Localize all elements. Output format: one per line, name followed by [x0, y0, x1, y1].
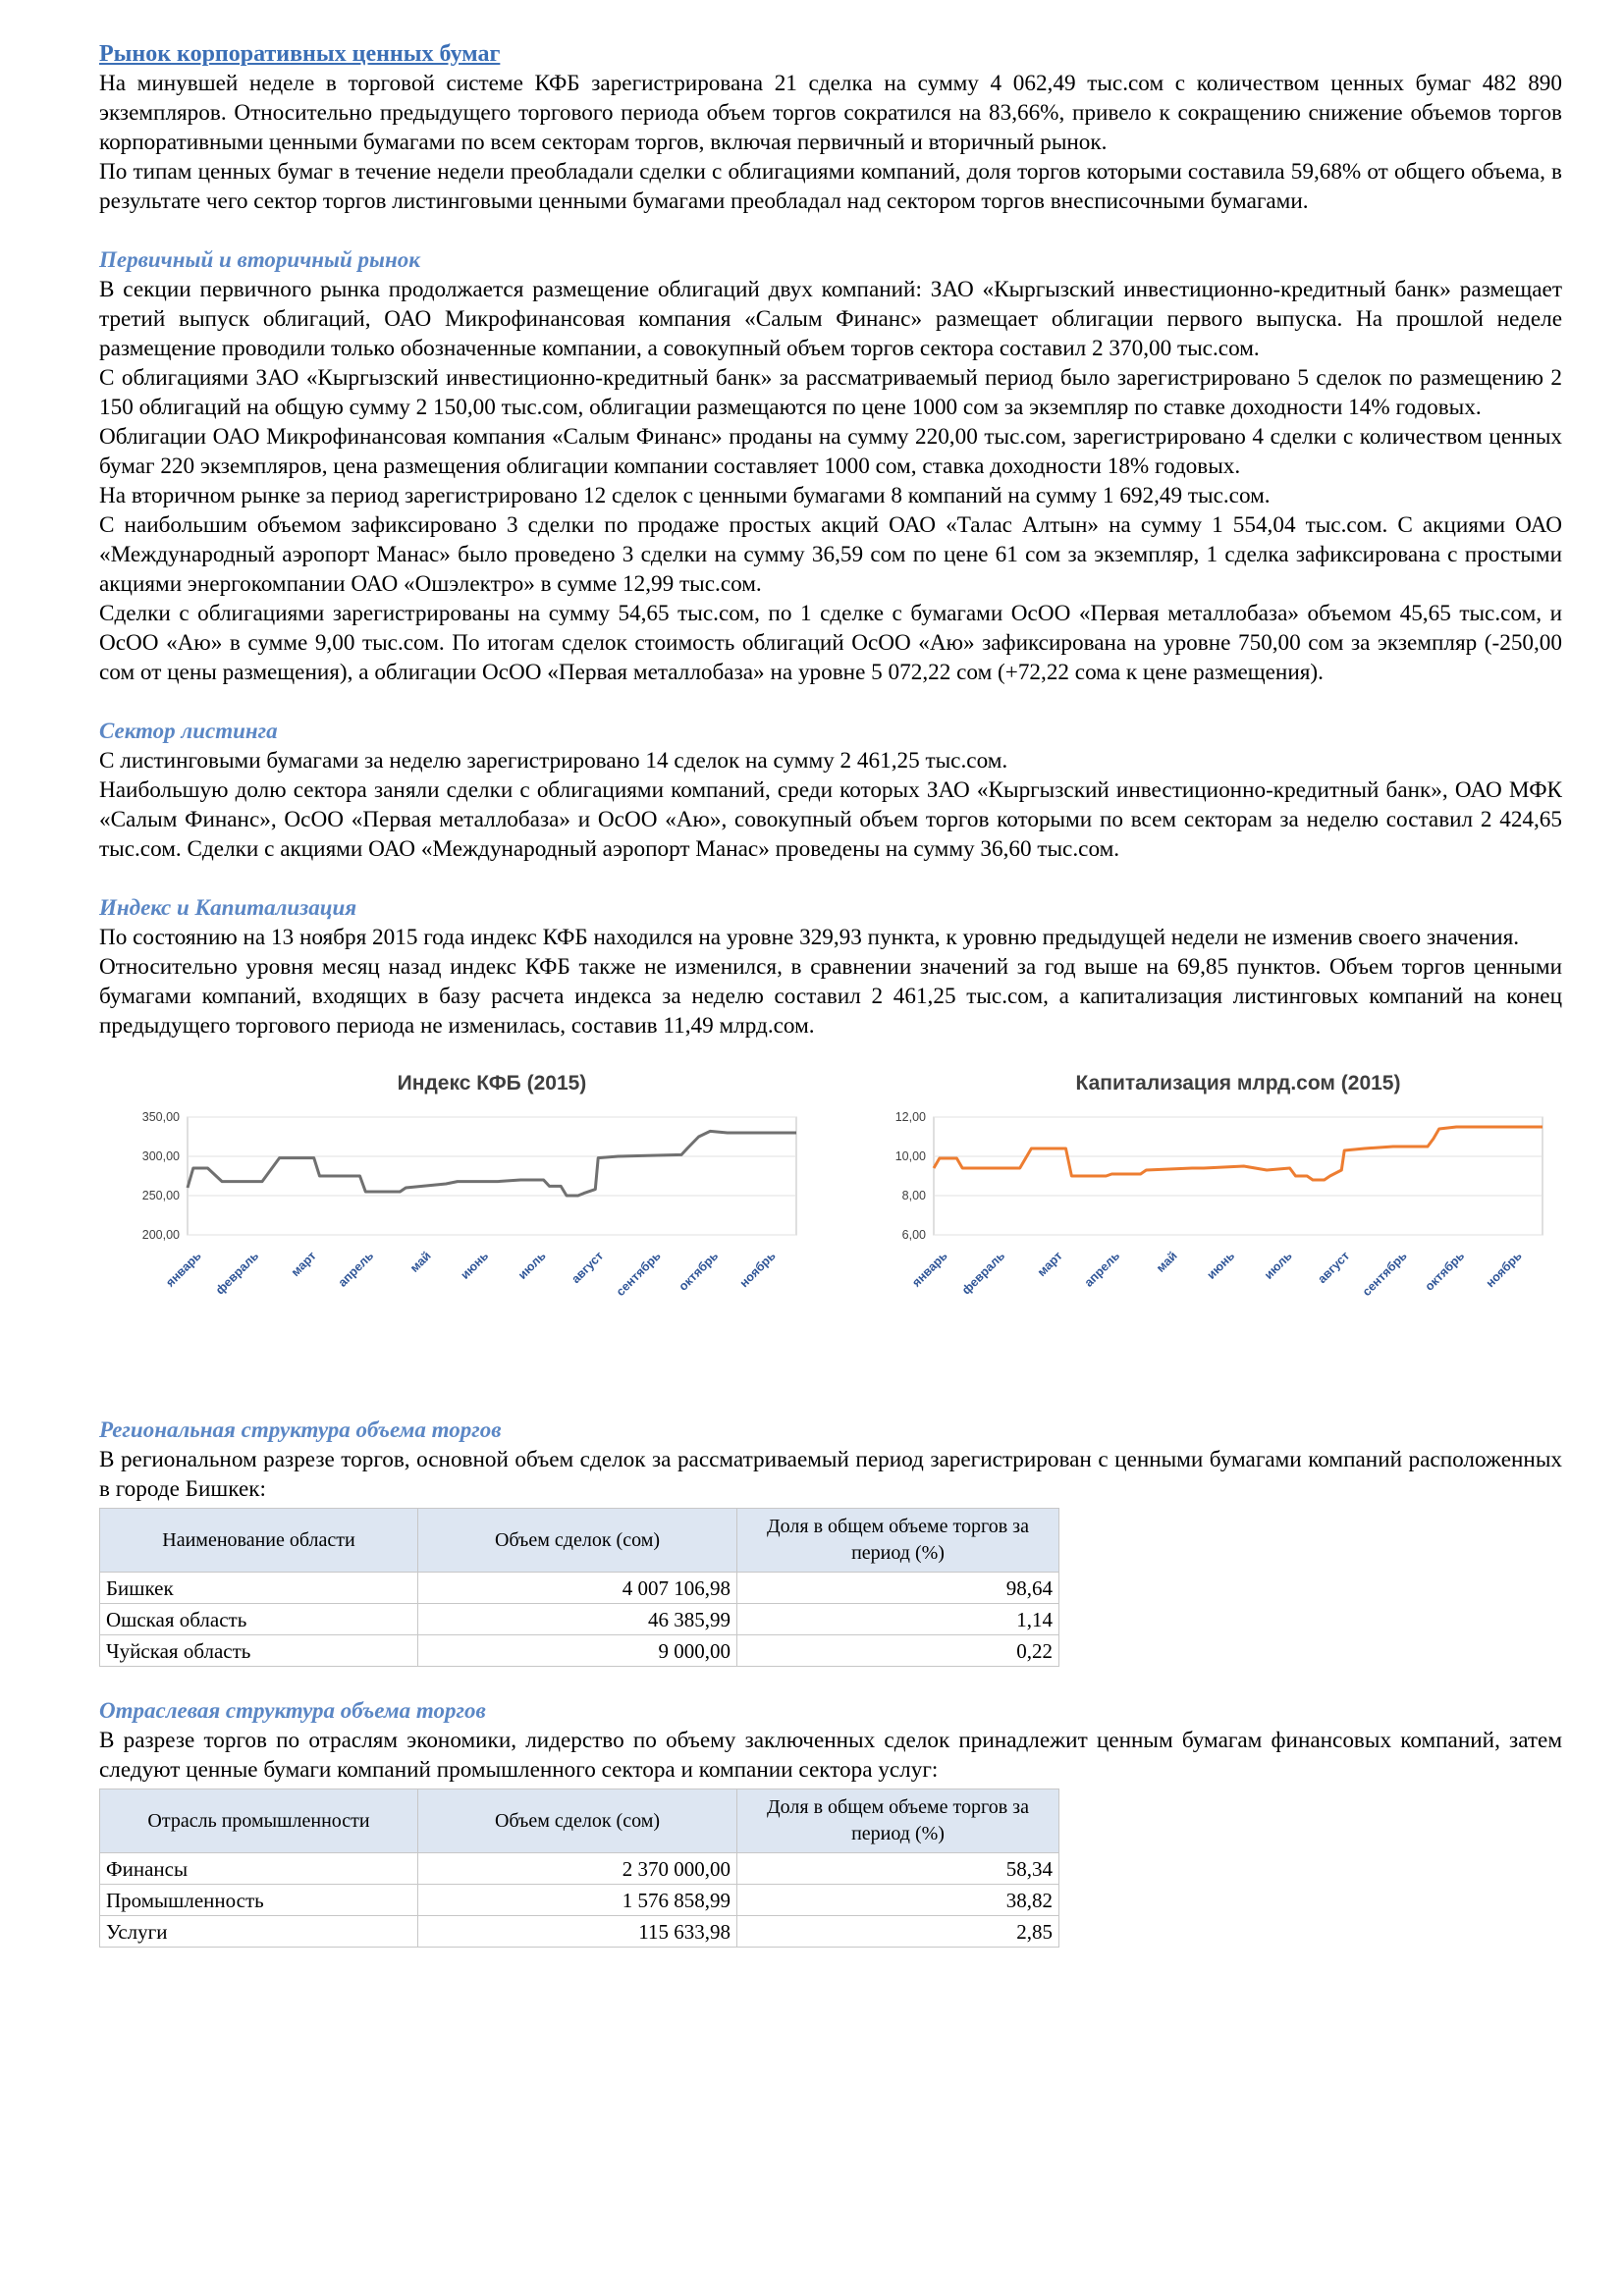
capitalization-chart — [855, 1058, 1562, 1402]
x-tick-label: октябрь — [1422, 1249, 1468, 1294]
intro-paragraph-2: По типам ценных бумаг в течение недели преобладали сделки с облигациями компаний, доля торгов которыми составила 59,68% от общего объема, в результате чего сектор торгов листинговыми ценными бумагами преобладал над сектором торгов внесписочными бумагами. — [99, 159, 1562, 214]
x-tick-label: апрель — [1081, 1249, 1123, 1290]
table-cell: Финансы — [100, 1853, 418, 1885]
section-heading-regional: Региональная структура объема торгов — [99, 1417, 502, 1442]
section-heading-industry: Отраслевая структура объема торгов — [99, 1698, 486, 1723]
table-header: Объем сделок (сом) — [418, 1789, 737, 1853]
table-cell: 98,64 — [737, 1573, 1059, 1604]
primary-paragraph-2: С облигациями ЗАО «Кыргызский инвестиционно-кредитный банк» за рассматриваемый период было зарегистрировано 5 сделок по размещению 2 150 облигаций на общую сумму 2 150,00 тыс.сом, облигации размещаются по цене 1000 сом за экземпляр по ставке доходности 14% годовых. — [99, 365, 1562, 420]
x-tick-label: февраль — [213, 1249, 262, 1298]
x-tick-label: май — [1154, 1249, 1180, 1275]
table-cell: 9 000,00 — [418, 1635, 737, 1667]
x-tick-label: март — [1034, 1249, 1065, 1280]
index-paragraph-1: По состоянию на 13 ноября 2015 года индекс КФБ находился на уровне 329,93 пункта, к уровню предыдущей недели не изменив своего значения. — [99, 925, 1520, 950]
table-header-row — [100, 1789, 1059, 1853]
table-cell: Услуги — [100, 1916, 418, 1948]
plot-area — [934, 1117, 1543, 1235]
x-tick-label: январь — [163, 1249, 204, 1290]
primary-paragraph-4: На вторичном рынке за период зарегистрировано 12 сделок с ценными бумагами 8 компаний на сумму 1 692,49 тыс.сом. — [99, 483, 1271, 508]
table-cell: 1 576 858,99 — [418, 1885, 737, 1916]
x-tick-label: сентябрь — [1359, 1249, 1410, 1300]
index-chart — [109, 1058, 816, 1402]
table-header: Доля в общем объеме торгов за период (%) — [737, 1509, 1059, 1573]
x-tick-label: август — [568, 1249, 607, 1287]
section-heading-primary: Первичный и вторичный рынок — [99, 247, 420, 272]
table-cell: 2 370 000,00 — [418, 1853, 737, 1885]
table-row — [100, 1853, 1059, 1885]
chart-title: Индекс КФБ (2015) — [397, 1072, 587, 1095]
charts-row — [99, 1058, 1562, 1402]
x-tick-label: ноябрь — [1483, 1249, 1525, 1291]
table-cell: 115 633,98 — [418, 1916, 737, 1948]
table-header-row — [100, 1509, 1059, 1573]
table-header: Объем сделок (сом) — [418, 1509, 737, 1573]
table-cell: 0,22 — [737, 1635, 1059, 1667]
table-cell: 58,34 — [737, 1853, 1059, 1885]
x-tick-label: июль — [514, 1249, 549, 1282]
x-tick-label: май — [407, 1249, 434, 1275]
table-header: Наименование области — [100, 1509, 418, 1573]
y-tick-label: 6,00 — [901, 1228, 926, 1242]
page — [99, 39, 1562, 1948]
y-tick-label: 8,00 — [901, 1189, 926, 1202]
table-cell: Ошская область — [100, 1604, 418, 1635]
listing-paragraph-2: Наибольшую долю сектора заняли сделки с облигациями компаний, среди которых ЗАО «Кыргызский инвестиционно-кредитный банк», ОАО МФК «Салым Финанс», ОсОО «Первая металлобаза» и ОсОО «Аю», совокупный объем торгов которыми по всем секторам за неделю составил 2 424,65 тыс.сом. Сделки с акциями ОАО «Международный аэропорт Манас» проведены на сумму 36,60 тыс.сом. — [99, 777, 1562, 862]
y-tick-label: 350,00 — [141, 1110, 180, 1124]
x-tick-label: октябрь — [676, 1249, 722, 1294]
y-tick-label: 200,00 — [141, 1228, 180, 1242]
section-heading-index: Индекс и Капитализация — [99, 895, 357, 920]
x-tick-label: апрель — [335, 1249, 377, 1290]
table-cell: 2,85 — [737, 1916, 1059, 1948]
table-row — [100, 1635, 1059, 1667]
regional-table — [99, 1508, 1059, 1667]
table-row — [100, 1916, 1059, 1948]
primary-paragraph-6: Сделки с облигациями зарегистрированы на сумму 54,65 тыс.сом, по 1 сделке с бумагами ОсОО «Первая металлобаза» объемом 45,65 тыс.сом, и ОсОО «Аю» в сумме 9,00 тыс.сом. По итогам сделок стоимость облигаций ОсОО «Аю» зафиксирована на уровне 750,00 сом за экземпляр (-250,00 сом от цены размещения), а облигации ОсОО «Первая металлобаза» на уровне 5 072,22 сом (+72,22 сома к цене размещения). — [99, 601, 1562, 685]
x-tick-label: ноябрь — [736, 1249, 779, 1291]
y-tick-label: 10,00 — [894, 1149, 926, 1163]
x-tick-label: июнь — [458, 1249, 492, 1282]
section-heading-listing: Сектор листинга — [99, 719, 278, 743]
table-cell: Чуйская область — [100, 1635, 418, 1667]
table-cell: 1,14 — [737, 1604, 1059, 1635]
x-tick-label: июль — [1261, 1249, 1295, 1282]
x-tick-label: июнь — [1204, 1249, 1238, 1282]
table-cell: 46 385,99 — [418, 1604, 737, 1635]
primary-paragraph-3: Облигации ОАО Микрофинансовая компания «Салым Финанс» проданы на сумму 220,00 тыс.сом, зарегистрировано 4 сделки с количеством ценных бумаг 220 экземпляров, цена размещения облигации компании составляет 1000 сом, ставка доходности 18% годовых. — [99, 424, 1562, 479]
primary-paragraph-1: В секции первичного рынка продолжается размещение облигаций двух компаний: ЗАО «Кыргызский инвестиционно-кредитный банк» размещает третий выпуск облигаций, ОАО Микрофинансовая компания «Салым Финанс» размещает облигации первого выпуска. На прошлой неделе размещение проводили только обозначенные компании, а совокупный объем торгов сектора составил 2 370,00 тыс.сом. — [99, 277, 1562, 361]
chart-title: Капитализация млрд.сом (2015) — [1075, 1072, 1401, 1095]
index-paragraph-2: Относительно уровня месяц назад индекс КФБ также не изменился, в сравнении значений за год выше на 69,85 пунктов. Объем торгов ценными бумагами компаний, входящих в базу расчета индекса за неделю составил 2 461,25 тыс.сом, а капитализация листинговых компаний на конец предыдущего торгового периода не изменилась, составив 11,49 млрд.сом. — [99, 954, 1562, 1039]
industry-paragraph-1: В разрезе торгов по отраслям экономики, лидерство по объему заключенных сделок принадлежит ценным бумагам финансовых компаний, затем следуют ценные бумаги компаний промышленного сектора и компании сектора услуг: — [99, 1728, 1562, 1783]
primary-paragraph-5: С наибольшим объемом зафиксировано 3 сделки по продаже простых акций ОАО «Талас Алтын» на сумму 1 554,04 тыс.сом. С акциями ОАО «Международный аэропорт Манас» было проведено 3 сделки на сумму 36,59 сом по цене 61 сом за экземпляр, 1 сделка зафиксирована с простыми акциями энергокомпании ОАО «Ошэлектро» в сумме 12,99 тыс.сом. — [99, 512, 1562, 597]
x-tick-label: сентябрь — [613, 1249, 664, 1300]
x-tick-label: август — [1315, 1249, 1353, 1287]
table-header: Отрасль промышленности — [100, 1789, 418, 1853]
table-cell: Промышленность — [100, 1885, 418, 1916]
table-cell: Бишкек — [100, 1573, 418, 1604]
table-cell: 38,82 — [737, 1885, 1059, 1916]
table-row — [100, 1573, 1059, 1604]
y-tick-label: 250,00 — [141, 1189, 180, 1202]
y-tick-label: 300,00 — [141, 1149, 180, 1163]
table-header: Доля в общем объеме торгов за период (%) — [737, 1789, 1059, 1853]
intro-paragraph-1: На минувшей неделе в торговой системе КФБ зарегистрирована 21 сделка на сумму 4 062,49 тыс.сом с количеством ценных бумаг 482 890 экземпляров. Относительно предыдущего торгового периода объем торгов сократился на 83,66%, привело к сокращению снижение объемов торгов корпоративными ценными бумагами по всем секторам торгов, включая первичный и вторичный рынок. — [99, 71, 1562, 155]
table-cell: 4 007 106,98 — [418, 1573, 737, 1604]
x-tick-label: март — [288, 1249, 319, 1280]
table-row — [100, 1885, 1059, 1916]
x-tick-label: февраль — [959, 1249, 1008, 1298]
regional-paragraph-1: В региональном разрезе торгов, основной объем сделок за рассматриваемый период зарегистрирован с ценными бумагами компаний расположенных в городе Бишкек: — [99, 1447, 1562, 1502]
table-row — [100, 1604, 1059, 1635]
listing-paragraph-1: С листинговыми бумагами за неделю зарегистрировано 14 сделок на сумму 2 461,25 тыс.сом. — [99, 748, 1008, 774]
x-tick-label: январь — [909, 1249, 950, 1290]
industry-table — [99, 1789, 1059, 1948]
page-title: Рынок корпоративных ценных бумаг — [99, 41, 501, 67]
y-tick-label: 12,00 — [894, 1110, 926, 1124]
